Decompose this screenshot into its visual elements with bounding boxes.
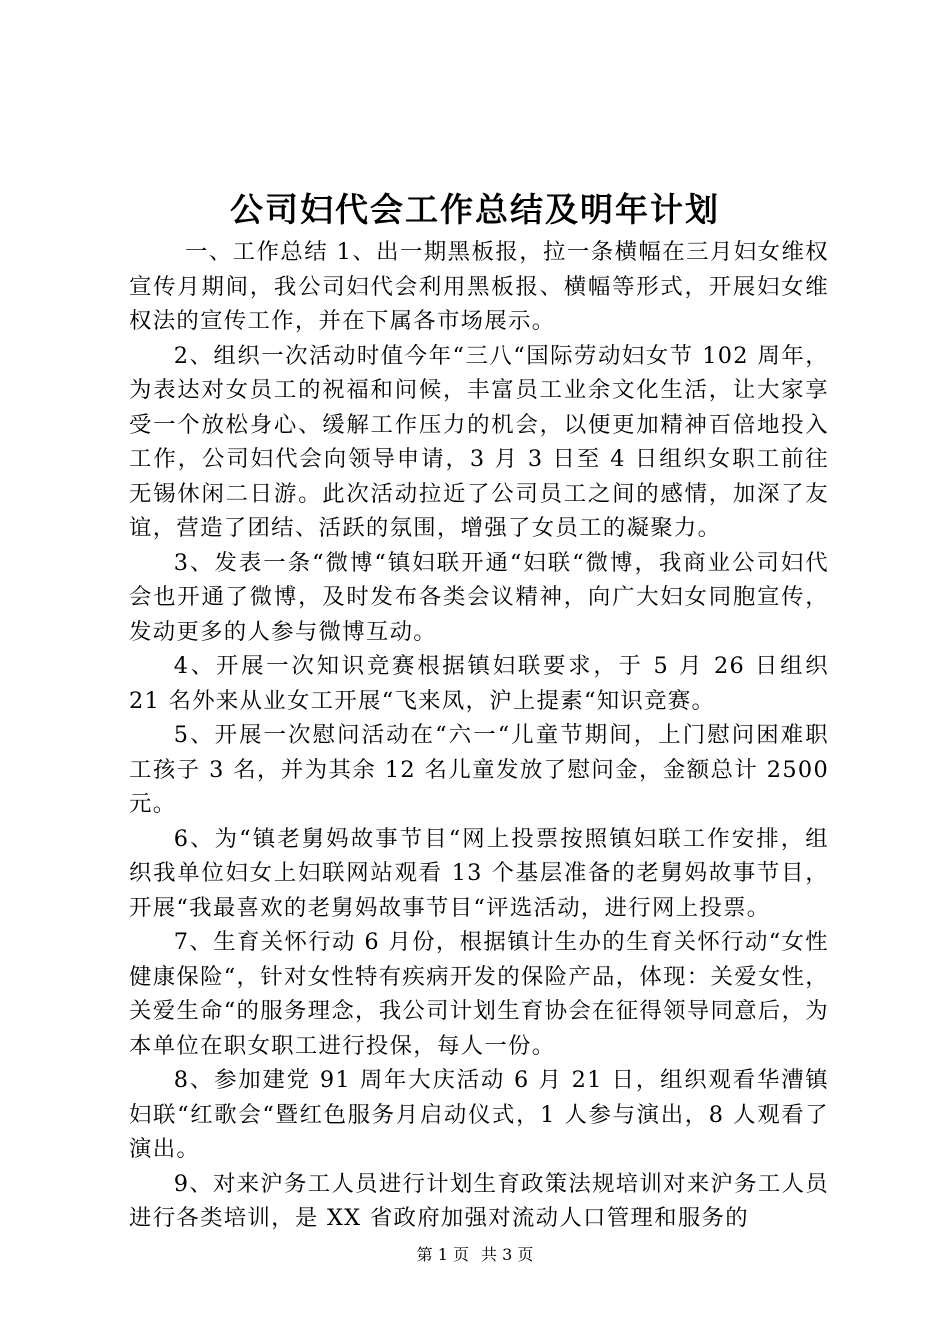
paragraph-1: 一、工作总结 1、出一期黑板报，拉一条横幅在三月妇女维权宣传月期间，我公司妇代会利用黑板报、横幅等形式，开展妇女维权法的宣传工作，并在下属各市场展示。 <box>129 239 829 334</box>
paragraph-3: 3、发表一条“微博“镇妇联开通“妇联“微博，我商业公司妇代会也开通了微博，及时发布各类会议精神，向广大妇女同胞宣传，发动更多的人参与微博互动。 <box>129 549 829 645</box>
page-footer <box>0 1244 950 1266</box>
paragraph-6: 6、为“镇老舅妈故事节目“网上投票按照镇妇联工作安排，组织我单位妇女上妇联网站观看 13 个基层准备的老舅妈故事节目，开展“我最喜欢的老舅妈故事节目“评选活动，进行网上投票。 <box>129 825 829 921</box>
paragraph-9: 9、对来沪务工人员进行计划生育政策法规培训对来沪务工人员进行各类培训，是 XX 省政府加强对流动人口管理和服务的 <box>129 1170 829 1231</box>
page-number: 第 1 页 <box>416 1245 469 1264</box>
paragraph-5: 5、开展一次慰问活动在“六一“儿童节期间，上门慰问困难职工孩子 3 名，并为其余 12 名儿童发放了慰问金，金额总计 2500 元。 <box>129 722 829 817</box>
paragraph-7: 7、生育关怀行动 6 月份，根据镇计生办的生育关怀行动“女性健康保险“，针对女性特有疾病开发的保险产品，体现：关爱女性，关爱生命“的服务理念，我公司计划生育协会在征得领导同意后，为本单位在职女职工进行投保，每人一份。 <box>129 929 829 1059</box>
document-title: 公司妇代会工作总结及明年计划 <box>230 190 720 229</box>
page-total: 共 3 页 <box>481 1245 534 1264</box>
paragraph-4: 4、开展一次知识竞赛根据镇妇联要求，于 5 月 26 日组织 21 名外来从业女工开展“飞来凤，沪上提素“知识竞赛。 <box>129 653 829 714</box>
document-body <box>129 235 829 1236</box>
paragraph-2: 2、组织一次活动时值今年“三八“国际劳动妇女节 102 周年，为表达对女员工的祝福和问候，丰富员工业余文化生活，让大家享受一个放松身心、缓解工作压力的机会，以便更加精神百倍地投入工作，公司妇代会向领导申请，3 月 3 日至 4 日组织女职工前往无锡休闲二日游。此次活动拉近了公司员工之间的感情，加深了友谊，营造了团结、活跃的氛围，增强了女员工的凝聚力。 <box>129 342 829 541</box>
paragraph-8: 8、参加建党 91 周年大庆活动 6 月 21 日，组织观看华漕镇妇联“红歌会“暨红色服务月启动仪式，1 人参与演出，8 人观看了演出。 <box>129 1067 829 1162</box>
